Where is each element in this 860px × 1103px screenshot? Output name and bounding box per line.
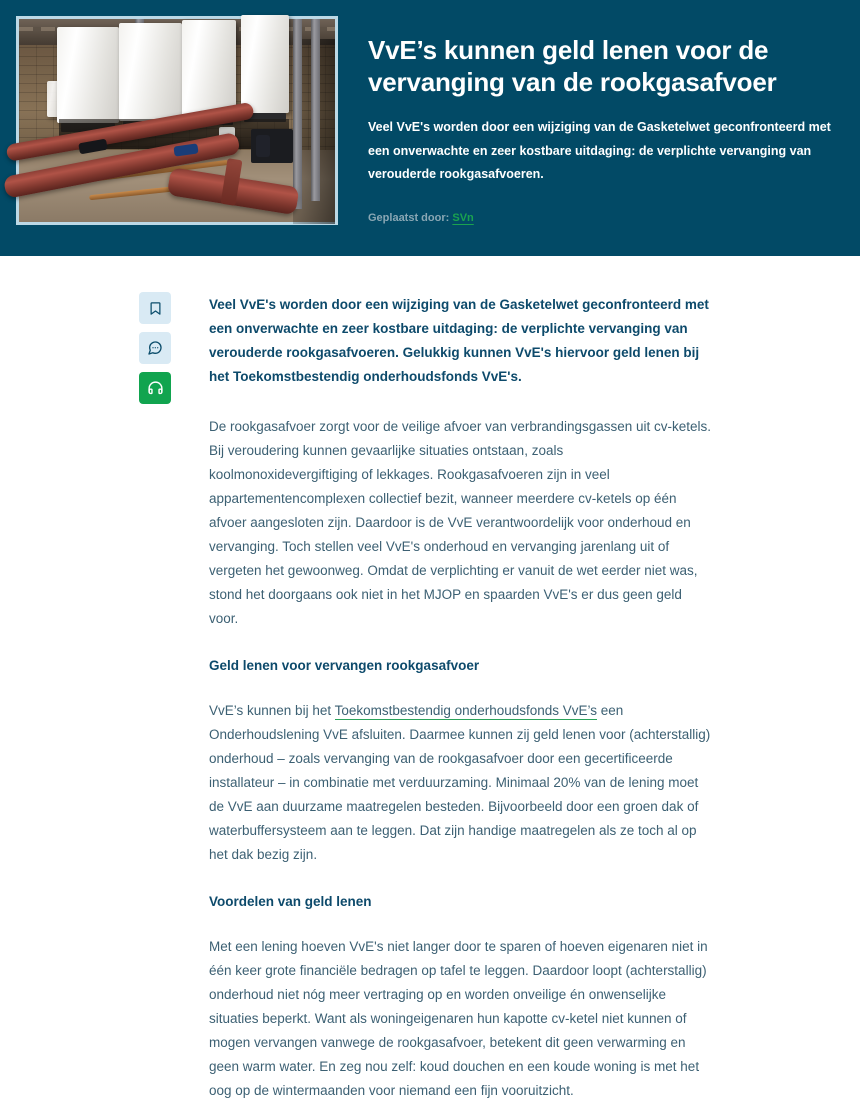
listen-button[interactable] [139,372,171,404]
section-heading-voordelen: Voordelen van geld lenen [209,894,372,910]
boiler-room-photo [19,19,335,222]
action-rail [0,292,199,1103]
section-heading-geld-lenen: Geld lenen voor vervangen rookgasafvoer [209,658,480,674]
hero-subtitle: Veel VvE's worden door een wijziging van de Gasketelwet geconfronteerd met een onverwachte en zeer kostbare uitdaging: de verplichte vervanging van verouderde rookgasafvoeren. [368,120,831,181]
onderhoudsfonds-link[interactable]: Toekomstbestendig onderhoudsfonds VvE’s [334,703,598,719]
article-lead: Veel VvE's worden door een wijziging van de Gasketelwet geconfronteerd met een onverwachte en zeer kostbare uitdaging: de verplichte vervanging van verouderde rookgasafvoeren. Gelukkig kunnen VvE's hiervoor geld lenen bij het Toekomstbestendig onderhoudsfonds VvE's. [209,297,709,385]
author-link[interactable]: SVn [452,211,474,224]
page-title: VvE’s kunnen geld lenen voor de vervanging van de rookgasafvoer [368,35,777,98]
byline-label: Geplaatst door: [368,211,450,224]
article-content [209,292,714,1103]
byline [368,212,848,224]
article-paragraph-2 [209,699,714,867]
headphones-icon [147,380,164,397]
comment-button[interactable] [139,332,171,364]
hero-image [16,16,338,225]
bookmark-button[interactable] [139,292,171,324]
article-paragraph-3: Met een lening hoeven VvE's niet langer door te sparen of hoeven eigenaren niet in één keer grote financiële bedragen op tafel te leggen. Daardoor loopt (achterstallig) onderhoud niet nóg meer vertraging op en worden onveilige én onwenselijke situaties beperkt. Want als woningeigenaren hun kapotte cv-ketel niet kunnen of mogen vervangen vanwege de rookgasafvoer, betekent dit geen verwarming en geen warm water. En zeg nou zelf: koud douchen en een koude woning is met het oog op de wintermaanden voor niemand een fijn vooruitzicht. [209,939,708,1099]
article-body [0,256,860,1103]
article-paragraph-1: De rookgasafvoer zorgt voor de veilige afvoer van verbrandingsgassen uit cv-ketels. Bij veroudering kunnen gevaarlijke situaties ontstaan, zoals koolmonoxidevergiftiging of lekkages. Rookgasafvoeren zijn in veel appartementencomplexen collectief bezit, wanneer meerdere cv-ketels op één afvoer aangesloten zijn. Daardoor is de VvE verantwoordelijk voor onderhoud en vervanging. Toch stellen veel VvE's onderhoud en vervanging jarenlang uit of vergeten het gewoonweg. Omdat de verplichting er vanuit de wet eerder niet was, stond het doorgaans ook niet in het MJOP en spaarden VvE's er dus geen geld voor. [209,419,712,627]
hero-text-column [368,16,848,224]
paragraph-2-text-after: een Onderhoudslening VvE afsluiten. Daarmee kunnen zij geld lenen voor (achterstallig) onderhoud – zoals vervanging van de rookgasafvoer door een gecertificeerde installateur – in combinatie met verduurzaming. Minimaal 20% van de lening moet de VvE aan duurzame maatregelen besteden. Bijvoorbeeld door een groen dak of waterbuffersysteem aan te leggen. Dat zijn handige maatregelen als ze toch al op het dak bezig zijn. [209,703,711,863]
chat-bubble-icon [147,340,163,356]
article-hero [0,0,860,256]
bookmark-icon [148,301,163,316]
paragraph-2-text-before: VvE’s kunnen bij het [209,703,335,719]
